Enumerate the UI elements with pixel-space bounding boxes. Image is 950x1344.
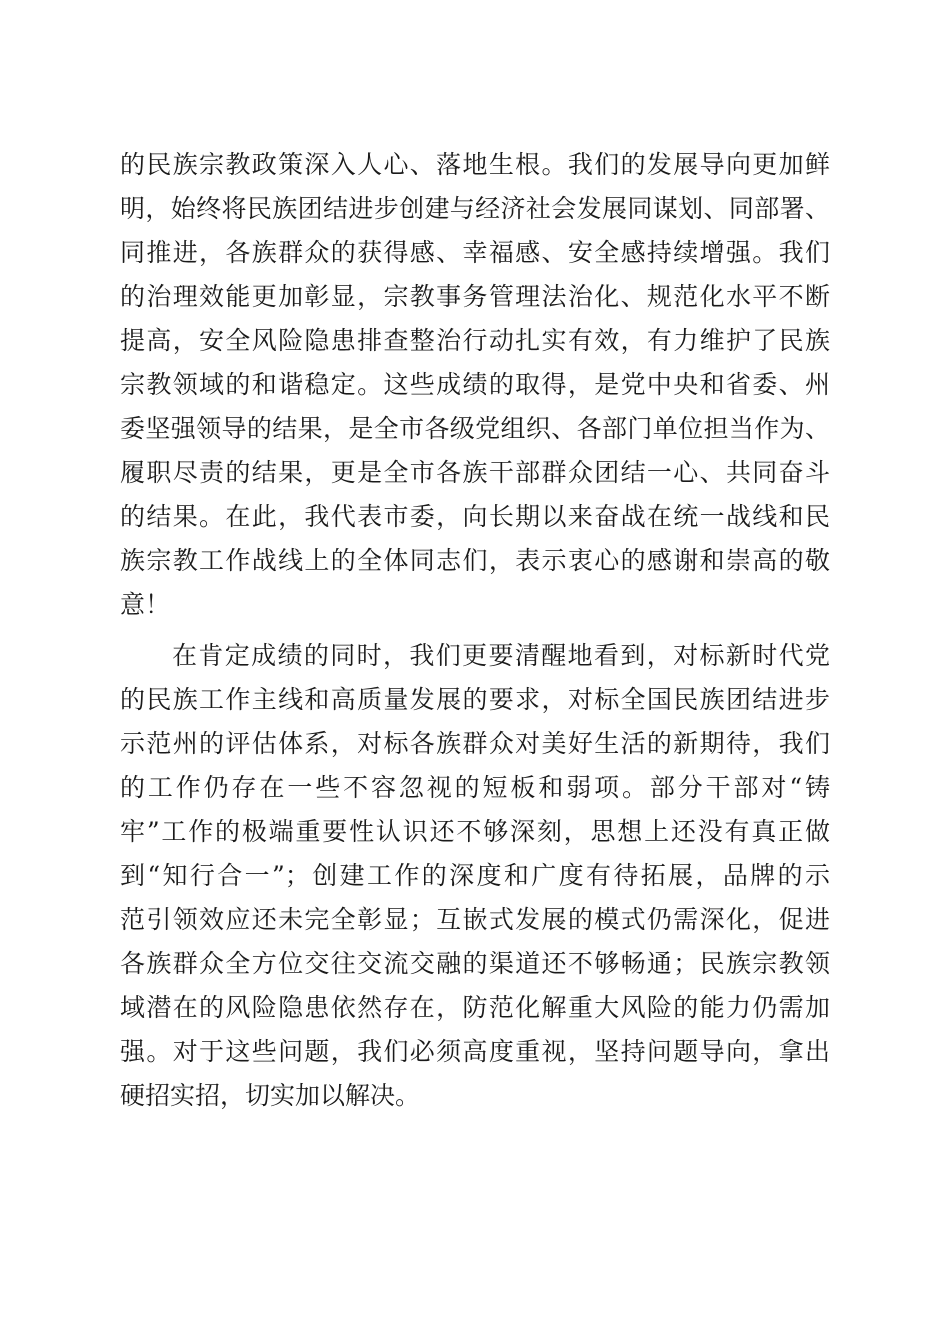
text-line: 牢”工作的极端重要性认识还不够深刻，思想上还没有真正做 [120,817,830,846]
text-line: 委坚强领导的结果，是全市各级党组织、各部门单位担当作为、 [120,414,830,443]
text-line: 同推进，各族群众的获得感、幸福感、安全感持续增强。我们 [120,238,830,267]
text-line: 各族群众全方位交往交流交融的渠道还不够畅通；民族宗教领 [120,949,830,978]
text-line: 提高，安全风险隐患排查整治行动扎实有效，有力维护了民族 [120,326,830,355]
text-line: 硬招实招，切实加以解决。 [120,1081,421,1110]
text-line: 到“知行合一”；创建工作的深度和广度有待拓展，品牌的示 [120,861,830,890]
text-line: 的民族工作主线和高质量发展的要求，对标全国民族团结进步 [120,685,830,714]
text-line: 明，始终将民族团结进步创建与经济社会发展同谋划、同部署、 [120,194,830,223]
text-line: 范引领效应还未完全彰显；互嵌式发展的模式仍需深化，促进 [120,905,830,934]
text-line: 宗教领域的和谐稳定。这些成绩的取得，是党中央和省委、州 [120,370,830,399]
text-line: 的工作仍存在一些不容忽视的短板和弱项。部分干部对“铸 [120,773,830,802]
text-line: 的民族宗教政策深入人心、落地生根。我们的发展导向更加鲜 [120,150,830,179]
text-line: 的治理效能更加彰显，宗教事务管理法治化、规范化水平不断 [120,282,830,311]
text-line: 意！ [120,590,171,619]
text-line: 的结果。在此，我代表市委，向长期以来奋战在统一战线和民 [120,502,830,531]
text-line: 在肯定成绩的同时，我们更要清醒地看到，对标新时代党 [172,641,830,670]
text-line: 域潜在的风险隐患依然存在，防范化解重大风险的能力仍需加 [120,993,830,1022]
text-line: 强。对于这些问题，我们必须高度重视，坚持问题导向，拿出 [120,1037,830,1066]
text-line: 族宗教工作战线上的全体同志们，表示衷心的感谢和崇高的敬 [120,546,830,575]
text-line: 示范州的评估体系，对标各族群众对美好生活的新期待，我们 [120,729,830,758]
text-line: 履职尽责的结果，更是全市各族干部群众团结一心、共同奋斗 [120,458,830,487]
